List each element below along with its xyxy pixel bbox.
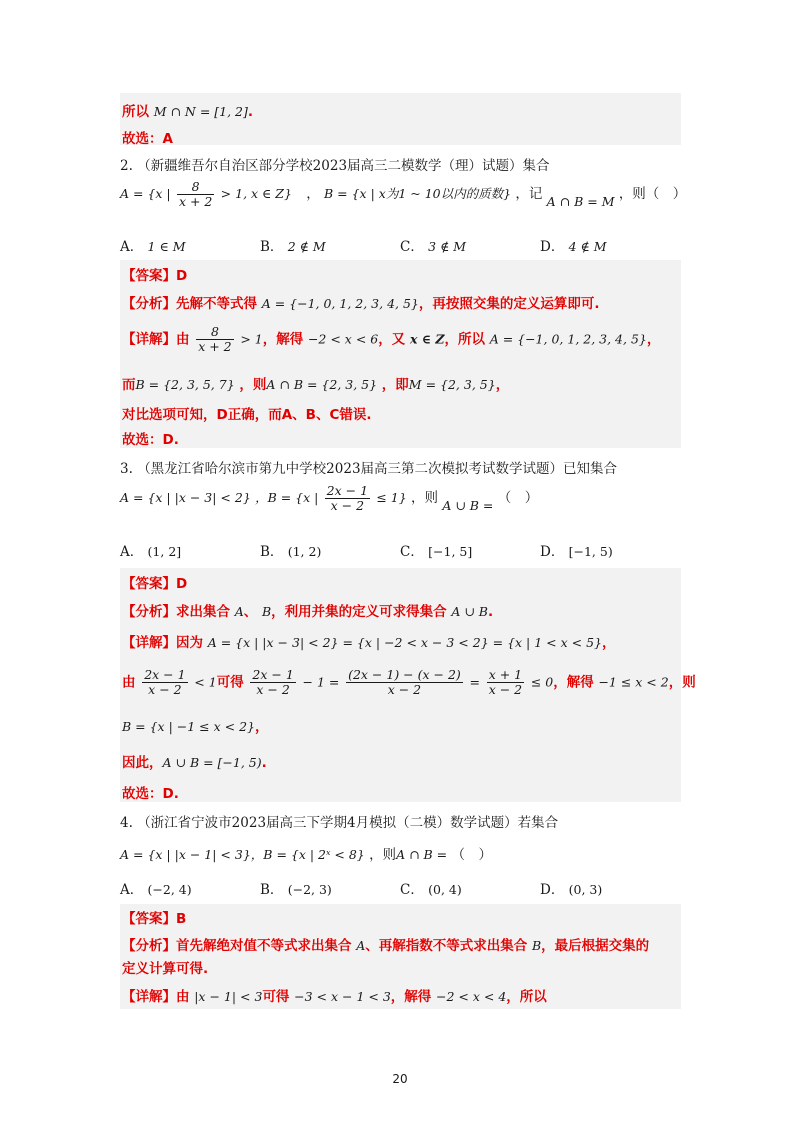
question-2-option-a: A． 1 ∈ M [120, 239, 186, 255]
question-3-option-c: C． [−1, 5] [400, 544, 473, 560]
question-2-heading: 2. （新疆维吾尔自治区部分学校2023届高三二模数学（理）试题）集合 [120, 158, 550, 174]
question-4-analysis: 【分析】首先解绝对值不等式求出集合 A、再解指数不等式求出集合 B，最后根据交集的 [122, 938, 650, 954]
question-2-option-b: B． 2 ∉ M [260, 239, 326, 255]
question-4-option-a: A． (−2, 4) [120, 882, 192, 898]
question-3-detail-line2: 由 $\frac{2x - 1}{x - 2}$ < 1可得 $\frac{2x - 1}{x - 2}$ − 1 = $\frac{(2x - 1) - (x - 2)}{x - 2}$ = $\frac{x + 1}{x - 2}$ ≤ 0，解得 −1 ≤ x < 2，则 [122, 667, 696, 697]
question-3-option-b: B． (1, 2) [260, 544, 322, 560]
question-3-analysis: 【分析】求出集合 A、 B，利用并集的定义可求得集合 A ∪ B. [122, 604, 494, 620]
question-3-heading: 3. （黑龙江省哈尔滨市第九中学校2023届高三第二次模拟考试数学试题）已知集合 [120, 461, 618, 477]
question-3-option-a: A． (1, 2] [120, 544, 182, 560]
question-2-option-d: D． 4 ∉ M [540, 239, 607, 255]
page-number: 20 [392, 1072, 408, 1086]
previous-solution-line: 所以 M ∩ N = [1, 2]. [122, 104, 254, 120]
question-2-choose: 故选：D. [122, 432, 179, 448]
question-3-detail: 【详解】因为 A = {x | |x − 3| < 2} = {x | −2 < x − 3 < 2} = {x | 1 < x < 5}， [122, 635, 616, 651]
fraction: $\frac{2x - 1}{x - 2}$ [144, 667, 186, 697]
question-2-analysis: 【分析】先解不等式得 A = {−1, 0, 1, 2, 3, 4, 5}，再按照交集的定义运算即可. [122, 296, 600, 312]
question-2-detail: 【详解】由 $\frac{8}{x + 2}$ > 1，解得 −2 < x < 6，又 x ∈ Z，所以 A = {−1, 0, 1, 2, 3, 4, 5}， [122, 324, 661, 354]
question-4-analysis-line2: 定义计算可得. [122, 961, 209, 977]
fraction: $\frac{x + 1}{x - 2}$ [488, 667, 523, 697]
question-4-option-d: D． (0, 3) [540, 882, 603, 898]
question-4-option-b: B． (−2, 3) [260, 882, 332, 898]
question-3-therefore: 因此，A ∪ B = [−1, 5). [122, 755, 267, 771]
question-4-sets: A = {x | |x − 1| < 3}，B = {x | 2ˣ < 8} ，则A ∩ B = （ ） [120, 847, 492, 863]
question-2-answer: 【答案】D [122, 268, 188, 284]
question-3-sets: A = {x | |x − 3| < 2} ，B = {x | $\frac{2x - 1}{x - 2}$ ≤ 1} ，则 A ∪ B = （ ） [120, 483, 539, 513]
question-4-heading: 4. （浙江省宁波市2023届高三下学期4月模拟（二模）数学试题）若集合 [120, 815, 559, 831]
math-expression: M ∩ N = [1, 2] [153, 104, 248, 119]
question-4-detail: 【详解】由 |x − 1| < 3可得 −3 < x − 1 < 3，解得 −2 < x < 4，所以 [122, 989, 547, 1005]
fraction: $\frac{(2x - 1) - (x - 2)}{x - 2}$ [348, 667, 461, 697]
question-4-option-c: C． (0, 4) [400, 882, 462, 898]
question-2-option-c: C． 3 ∉ M [400, 239, 467, 255]
question-2-detail-line2: 而B = {2, 3, 5, 7} ，则A ∩ B = {2, 3, 5} ，即M = {2, 3, 5}， [122, 377, 510, 393]
question-3-setb-line: B = {x | −1 ≤ x < 2}， [122, 719, 269, 735]
fraction: $\frac{8}{x + 2}$ [178, 179, 213, 209]
question-3-answer: 【答案】D [122, 576, 188, 592]
fraction: $\frac{8}{x + 2}$ [198, 324, 232, 354]
previous-choice-line: 故选：A [122, 131, 173, 147]
fraction: $\frac{2x - 1}{x - 2}$ [326, 483, 369, 513]
question-3-choose: 故选：D. [122, 786, 179, 802]
question-3-option-d: D． [−1, 5) [540, 544, 613, 560]
question-4-answer: 【答案】B [122, 911, 187, 927]
question-2-sets: A = {x | $\frac{8}{x + 2}$ > 1, x ∈ Z} ， B = {x | x为1 ~ 10以内的质数} ，记 A ∩ B = M ，则（ ） [120, 179, 687, 209]
question-2-compare: 对比选项可知，D正确，而A、B、C错误. [122, 407, 372, 423]
fraction: $\frac{2x - 1}{x - 2}$ [252, 667, 294, 697]
